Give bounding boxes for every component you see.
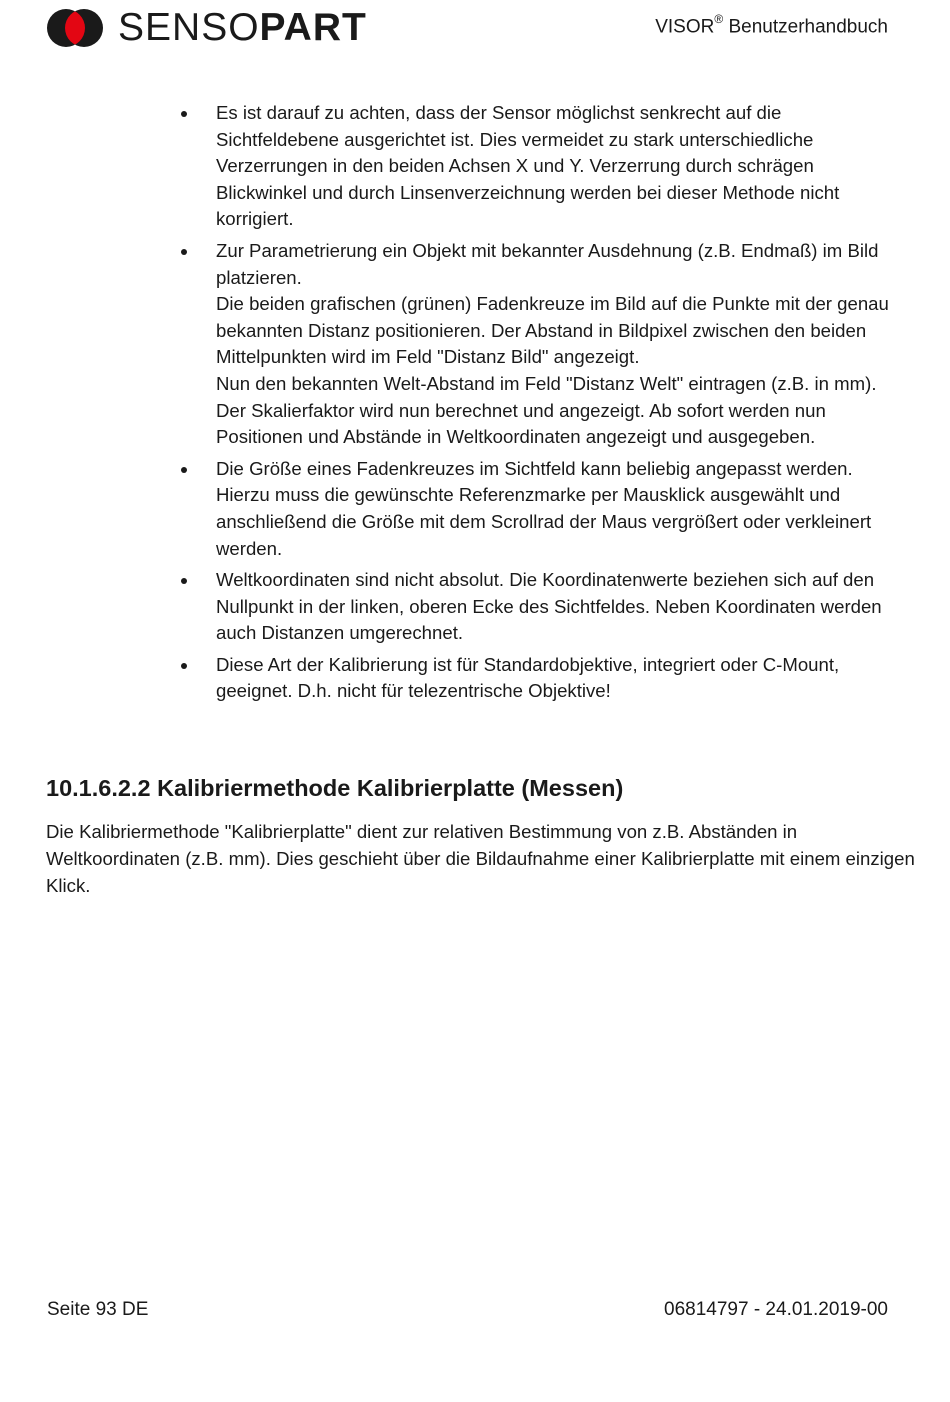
- page-header: [0, 0, 950, 60]
- footer-document-id: 06814797 - 24.01.2019-00: [664, 1299, 888, 1320]
- bullet-item-crosshair-size: [178, 456, 898, 562]
- bullet-paragraph: Diese Art der Kalibrierung ist für Standardobjektive, integriert oder C-Mount, geeignet. D.h. nicht für telezentrische Objektive!: [216, 653, 840, 702]
- bullet-item-lens-types: [178, 652, 898, 705]
- bullet-dot-icon: [181, 663, 187, 669]
- bullet-list: [178, 100, 898, 710]
- document-title-suffix: Benutzerhandbuch: [723, 16, 888, 38]
- logo-wordmark-bold: PART: [259, 6, 367, 49]
- logo-wordmark: [118, 8, 367, 48]
- footer-page-number: Seite 93 DE: [47, 1299, 149, 1320]
- bullet-paragraph: Weltkoordinaten sind nicht absolut. Die Koordinatenwerte beziehen sich auf den Nullpunkt in der linken, oberen Ecke des Sichtfeldes. Neben Koordinaten werden auch Distanzen umgerechnet.: [216, 569, 882, 644]
- registered-mark: ®: [714, 12, 724, 26]
- bullet-dot-icon: [181, 467, 187, 473]
- bullet-item-world-coordinates: [178, 567, 898, 647]
- bullet-paragraph: Zur Parametrierung ein Objekt mit bekannter Ausdehnung (z.B. Endmaß) im Bild platzieren.: [216, 239, 879, 288]
- bullet-paragraph: Nun den bekannten Welt-Abstand im Feld "Distanz Welt" eintragen (z.B. in mm).: [216, 372, 877, 394]
- bullet-paragraph: Der Skalierfaktor wird nun berechnet und angezeigt. Ab sofort werden nun Positionen und Abstände in Weltkoordinaten angezeigt und ausgegeben.: [216, 399, 826, 448]
- bullet-dot-icon: [181, 249, 187, 255]
- bullet-paragraph: Die Größe eines Fadenkreuzes im Sichtfeld kann beliebig angepasst werden. Hierzu muss die gewünschte Referenzmarke per Mausklick ausgewählt und anschließend die Größe mit dem Scrollrad der Maus vergrößert oder verkleinert werden.: [216, 457, 872, 559]
- sensopart-logo: [46, 7, 367, 49]
- section-body-text: Die Kalibriermethode "Kalibrierplatte" dient zur relativen Bestimmung von z.B. Abständen in Weltkoordinaten (z.B. mm). Dies geschieht über die Bildaufnahme einer Kalibrierplatte mit einem einzigen Klick.: [46, 821, 915, 896]
- document-title-product: VISOR: [655, 16, 715, 38]
- sensopart-logo-icon: [46, 8, 104, 48]
- document-title: [655, 14, 888, 38]
- bullet-dot-icon: [181, 578, 187, 584]
- bullet-paragraph: Es ist darauf zu achten, dass der Sensor möglichst senkrecht auf die Sichtfeldebene ausgerichtet ist. Dies vermeidet zu stark unterschiedliche Verzerrungen in den beiden Achsen X und Y. Verzerrung durch schrägen Blickwinkel und durch Linsenverzeichnung werden bei dieser Methode nicht korrigiert.: [216, 102, 840, 230]
- bullet-item-alignment: [178, 100, 898, 233]
- bullet-paragraph: Die beiden grafischen (grünen) Fadenkreuze im Bild auf die Punkte mit der genau bekannten Distanz positionieren. Der Abstand in Bildpixel zwischen den beiden Mittelpunkten wird im Feld "Distanz Bild" angezeigt.: [216, 293, 889, 368]
- logo-wordmark-light: SENSO: [118, 6, 260, 49]
- section-heading: 10.1.6.2.2 Kalibriermethode Kalibrierplatte (Messen): [46, 775, 624, 801]
- bullet-item-parametrization: [178, 238, 898, 451]
- bullet-dot-icon: [181, 111, 187, 117]
